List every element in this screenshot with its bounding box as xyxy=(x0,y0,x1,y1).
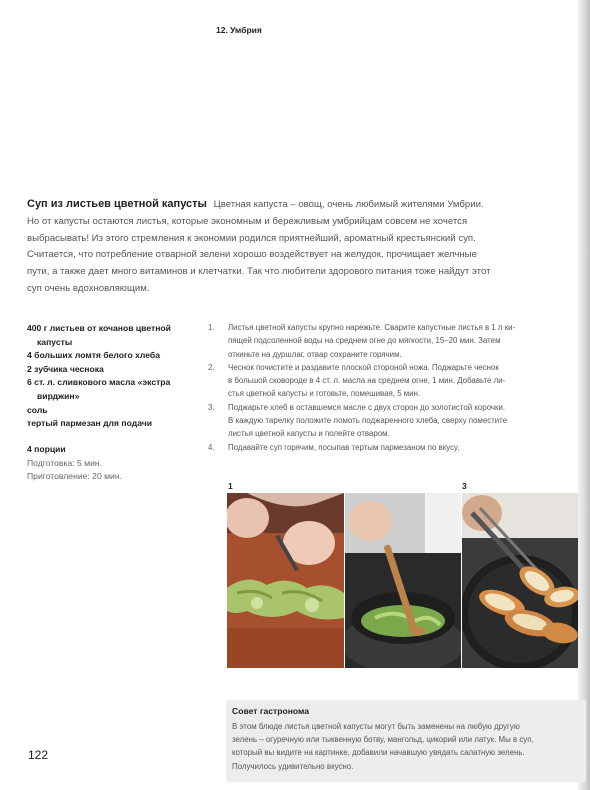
ingredient-item: 2 зубчика чеснока xyxy=(27,363,104,374)
cook-time: Приготовление: 20 мин. xyxy=(27,471,122,481)
step-line: откиньте на дуршлаг, отвар сохраните горячим. xyxy=(228,349,402,359)
ingredients-list xyxy=(27,322,197,431)
portions-title: 4 порции xyxy=(27,444,66,454)
recipe-intro xyxy=(27,196,557,298)
photo-stirring-pan xyxy=(345,493,461,668)
tip-body xyxy=(232,720,570,773)
intro-line: Цветная капуста – овощ, очень любимый жителями Умбрии. xyxy=(213,199,484,210)
photo-label-3: 3 xyxy=(462,481,467,491)
intro-line: пути, а также дает много витаминов и клетчатки. Так что любители здорового питания тоже найдут этот xyxy=(27,266,491,278)
step-line: в большой сковороде в 4 ст. л. масла на среднем огне, 1 мин. Добавьте ли- xyxy=(228,376,506,386)
ingredient-item: вирджин» xyxy=(37,390,80,401)
step-text xyxy=(228,321,560,361)
ingredient-item: тертый пармезан для подачи xyxy=(27,418,153,429)
tip-line: зелень – огуречную или тыквенную ботву, мангольд, цикорий или латук. Мы в суп, xyxy=(232,735,534,745)
intro-line: выбрасывать! Из этого стремления к экономии родился приятнейший, ароматный крестьянский суп. xyxy=(27,232,476,244)
ingredient-item: 6 ст. л. сливкового масла «экстра xyxy=(27,377,171,388)
step-text xyxy=(228,441,560,454)
prep-time: Подготовка: 5 мин. xyxy=(27,457,103,468)
intro-line: Считается, что потребление отварной зелени хорошо воздействует на желудок, прочищает желчные xyxy=(27,249,477,261)
step-text xyxy=(228,401,560,441)
step-2 xyxy=(208,361,560,401)
step-number: 4. xyxy=(208,442,215,452)
step-4 xyxy=(208,441,560,454)
step-line: Поджарьте хлеб в оставшемся масле с двух сторон до золотистой корочки. xyxy=(228,402,506,412)
photo-label-1: 1 xyxy=(228,481,233,491)
tip-line: Получилось удивительно вкусно. xyxy=(232,761,354,771)
step-line: стья цветной капусты и готовьте, помешивая, 5 мин. xyxy=(228,389,421,399)
intro-line: суп очень вдохновляющим. xyxy=(27,282,150,294)
ingredient-item: соль xyxy=(27,404,48,415)
tip-line: который вы видите на картинке, добавили начавшую увядать салатную зелень. xyxy=(232,748,525,758)
step-number: 3. xyxy=(208,402,215,412)
intro-line: Но от капусты остаются листья, которые экономным и бережливым умбрийцам совсем не хочется xyxy=(27,215,468,227)
ingredient-item: 400 г листьев от кочанов цветной xyxy=(27,323,171,333)
step-1 xyxy=(208,321,560,361)
recipe-title: Суп из листьев цветной капусты xyxy=(27,198,207,210)
photo-toasting-bread xyxy=(462,493,578,668)
step-line: Подавайте суп горячим, посыпав тертым пармезаном по вкусу. xyxy=(228,442,460,452)
book-spine-edge xyxy=(578,0,590,790)
step-line: В каждую тарелку положите ломоть поджаренного хлеба, сверху поместите xyxy=(228,416,508,426)
step-number: 2. xyxy=(208,362,215,372)
step-line: Листья цветной капусты крупно нарежьте. Сварите капустные листья в 1 л ки- xyxy=(228,323,516,332)
step-line: Чеснок почистите и раздавите плоской стороной ножа. Поджарьте чеснок xyxy=(228,362,499,372)
step-number: 1. xyxy=(208,323,215,332)
chapter-header: 12. Умбрия xyxy=(216,25,262,35)
step-line: пящей подсоленной воды на среднем огне до мягкости, 15–20 мин. Затем xyxy=(228,336,501,346)
step-text xyxy=(228,361,560,401)
step-line: листья цветной капусты и полейте отваром. xyxy=(228,429,390,439)
portions-block xyxy=(27,443,197,484)
step-3 xyxy=(208,401,560,441)
tip-line: В этом блюде листья цветной капусты могут быть заменены на любую другую xyxy=(232,722,520,731)
recipe-steps xyxy=(208,321,560,454)
photo-chopping-leaves xyxy=(227,493,344,668)
ingredient-item: капусты xyxy=(37,336,73,347)
tip-title: Совет гастронома xyxy=(232,706,310,716)
chef-tip-box xyxy=(226,700,586,782)
page-number: 122 xyxy=(28,748,49,762)
ingredient-item: 4 больших ломтя белого хлеба xyxy=(27,350,160,361)
